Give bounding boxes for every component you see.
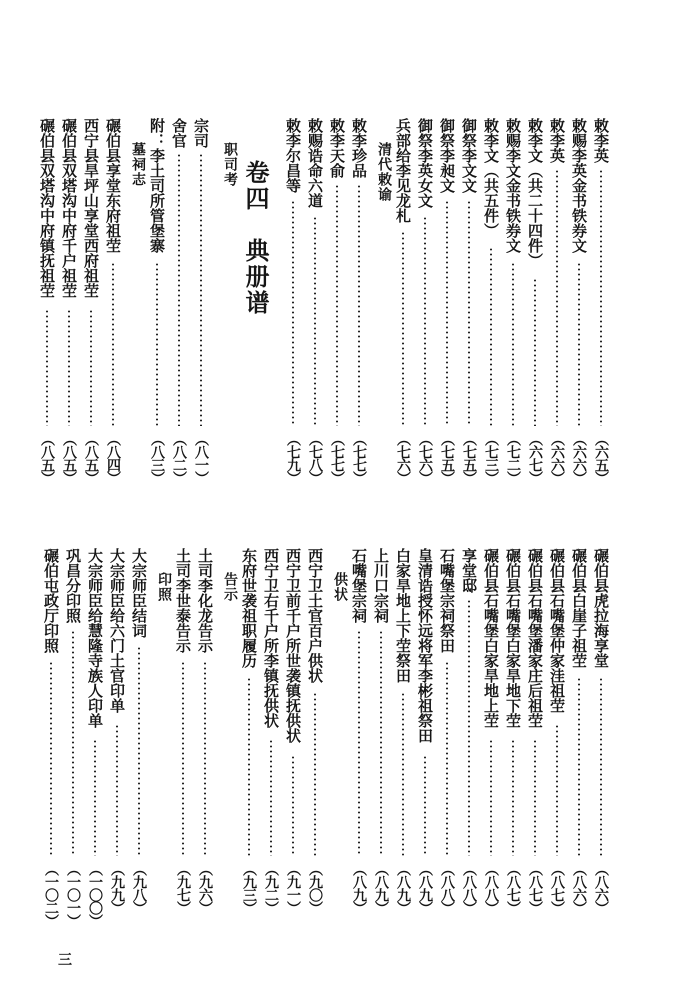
toc-entry-title: 碾伯县享堂东府祖茔 [104,118,122,253]
section-heading: 墓祠志 [130,142,146,187]
toc-entry-title: 碾伯县石嘴堡潘家庄后祖茔 [526,548,544,728]
toc-entry-title: 土司李世泰告示 [174,548,192,653]
page-number: （七六） [417,432,433,484]
toc-entry-title: 敕赐诰命六道 [306,118,324,208]
page-number: （八九） [373,862,389,914]
toc-entry[interactable] [570,548,588,922]
page-number: （七三） [483,432,499,484]
page-number: （八六） [593,862,609,914]
toc-entry-title: 敕李珍品 [350,118,368,178]
page-number: （一〇二） [43,862,59,927]
page-number: （八二） [171,432,187,484]
toc-entry[interactable] [482,118,500,492]
toc-entry[interactable] [460,548,478,922]
page-number: （九八） [131,862,147,914]
toc-entry-title: 上川口宗祠 [372,548,390,623]
page-number: （一〇〇） [87,862,103,927]
page-number: （六六） [571,432,587,484]
leader-dots [270,739,272,856]
leader-dots [292,755,294,856]
leader-dots [292,200,294,426]
toc-entry-title: 碾伯县石嘴堡仲家洼祖茔 [548,548,566,713]
page-number: （八五） [83,432,99,484]
section-heading: 印照 [156,572,172,602]
toc-entry[interactable] [130,548,148,922]
section-heading: 告示 [222,572,238,602]
toc-entry[interactable] [170,118,188,492]
toc-entry-title: 西宁卫前千户所世袭镇抚供状 [284,548,302,743]
toc-entry[interactable] [416,548,434,922]
page-number: （六五） [593,432,609,484]
toc-entry[interactable] [240,548,258,922]
page-number: （八九） [417,862,433,914]
toc-entry-title: 敕李文（共二十四件） [526,118,544,268]
page-number: （七九） [285,432,301,484]
page-number: （七六） [395,432,411,484]
toc-entry-title: 碾伯县双塔沟中府千户祖茔 [60,118,78,298]
toc-entry-title: 西宁卫右千户所李镇抚供状 [262,548,280,728]
leader-dots [182,661,184,856]
toc-entry-title: 石嘴堡宗祠 [350,548,368,623]
leader-dots [556,169,558,426]
leader-dots [178,153,180,426]
toc-entry[interactable] [350,118,368,492]
toc-entry[interactable] [306,548,324,922]
toc-entry-title: 西宁卫土官百户供状 [306,548,324,683]
toc-entry[interactable] [284,118,302,492]
toc-entry-title: 碾伯县白崖子祖茔 [570,548,588,668]
toc-entry-title: 碾伯县石嘴堡白家旱地上茔 [482,548,500,728]
toc-entry[interactable] [570,118,588,492]
toc-entry[interactable] [372,548,390,922]
page-number: （八七） [549,862,565,914]
page-number: （九七） [175,862,191,914]
page-number: （八八） [439,862,455,914]
leader-dots [336,184,338,426]
toc-entry[interactable] [38,118,56,492]
toc-entry[interactable] [192,118,210,492]
leader-dots [490,739,492,856]
leader-dots [600,677,602,856]
toc-entry[interactable] [460,118,478,492]
toc-entry[interactable] [504,548,522,922]
page-number: （七二） [505,432,521,484]
leader-dots [468,200,470,426]
page-number: （九九） [109,862,125,914]
toc-entry-title: 土司李化龙告示 [196,548,214,653]
page-number: （八八） [461,862,477,914]
toc-entry-title: 西宁县旱坪山享堂西府祖茔 [82,118,100,298]
toc-entry[interactable] [592,548,610,922]
toc-entry-title: 敕李尔昌等 [284,118,302,193]
leader-dots [116,724,118,856]
toc-entry[interactable] [328,118,346,492]
leader-dots [200,153,202,426]
page-number: （八七） [505,862,521,914]
toc-entry-title: 御祭李文文 [460,118,478,193]
leader-dots [314,692,316,856]
leader-dots [90,309,92,426]
toc-entry[interactable] [548,548,566,922]
page-number: （七五） [461,432,477,484]
toc-entry[interactable] [42,548,60,927]
toc-entry-title: 白家旱地上下茔祭田 [394,548,412,683]
leader-dots [380,630,382,856]
page-number: （九六） [197,862,213,914]
page-number: （八五） [39,432,55,484]
page-number: （九一） [285,862,301,914]
page-number: （八七） [527,862,543,914]
page-number: （七七） [351,432,367,484]
toc-entry[interactable] [350,548,368,922]
toc-entry[interactable] [504,118,522,492]
toc-entry-title: 御祭李英女文 [416,118,434,208]
leader-dots [314,216,316,426]
toc-entry[interactable] [438,118,456,492]
leader-dots [556,724,558,856]
leader-dots [156,262,158,426]
toc-entry-title: 大宗师臣给慧隆寺族人印单 [86,548,104,728]
leader-dots [402,231,404,426]
leader-dots [358,184,360,426]
leader-dots [512,262,514,426]
toc-entry-title: 碾伯县石嘴堡白家旱地下茔 [504,548,522,728]
toc-entry-title: 巩昌分印照 [64,548,82,623]
leader-dots [204,661,206,856]
leader-dots [46,309,48,426]
leader-dots [490,247,492,426]
section-heading: 清代敕谕 [376,142,392,202]
leader-dots [248,677,250,856]
page-number: （六七） [527,432,543,484]
toc-entry[interactable] [306,118,324,492]
toc-entry[interactable] [104,118,122,492]
leader-dots [534,739,536,856]
leader-dots [138,646,140,856]
toc-entry[interactable] [526,118,544,492]
leader-dots [512,739,514,856]
toc-entry[interactable] [148,118,166,492]
toc-entry-title: 大宗师臣给六门土官印单 [108,548,126,713]
leader-dots [358,630,360,856]
leader-dots [402,692,404,856]
toc-entry-title: 碾伯县双塔沟中府镇抚祖茔 [38,118,56,298]
leader-dots [534,278,536,426]
toc-entry[interactable] [438,548,456,922]
page-number: （九三） [241,862,257,914]
leader-dots [446,200,448,426]
section-heading: 供状 [332,572,348,602]
toc-entry[interactable] [86,548,104,927]
page-number: （八五） [61,432,77,484]
folio-number: 三 [56,952,72,966]
leader-dots [578,677,580,856]
page-number: （八三） [149,432,165,484]
toc-entry-title: 敕李英 [548,118,566,163]
leader-dots [424,755,426,856]
leader-dots [112,262,114,426]
toc-entry[interactable] [174,548,192,922]
toc-entry-title: 宗司 [192,118,210,148]
toc-entry-title: 石嘴堡宗祠祭田 [438,548,456,653]
toc-entry[interactable] [262,548,280,922]
toc-entry-title: 敕李英 [592,118,610,163]
toc-entry-title: 碾伯县虎拉海享堂 [592,548,610,668]
leader-dots [600,169,602,426]
toc-entry[interactable] [108,548,126,922]
page-number: （八六） [571,862,587,914]
toc-entry[interactable] [60,118,78,492]
page-number: （一〇一） [65,862,81,927]
toc-entry-title: 敕李天俞 [328,118,346,178]
page-number: （八八） [483,862,499,914]
toc-entry[interactable] [526,548,544,922]
toc-entry-title: 兵部给李见龙札 [394,118,412,223]
page-number: （九〇） [307,862,323,914]
toc-entry-title: 大宗师臣结词 [130,548,148,638]
page-number: （六六） [549,432,565,484]
page-number: （八四） [105,432,121,484]
toc-entry[interactable] [284,548,302,922]
page-number: （七八） [307,432,323,484]
toc-entry-title: 敕李文（共五件） [482,118,500,238]
leader-dots [94,739,96,856]
toc-entry[interactable] [482,548,500,922]
toc-entry[interactable] [548,118,566,492]
toc-entry-title: 碾伯屯政厅印照 [42,548,60,653]
toc-entry-title: 享堂邸 [460,548,478,593]
page-number: （八九） [395,862,411,914]
leader-dots [446,661,448,856]
toc-entry[interactable] [416,118,434,492]
page-number: （八九） [351,862,367,914]
toc-entry[interactable] [64,548,82,927]
toc-entry[interactable] [592,118,610,492]
leader-dots [50,661,52,856]
toc-entry-title: 敕赐李文金书铁券文 [504,118,522,253]
leader-dots [68,309,70,426]
page-number: （九二） [263,862,279,914]
toc-entry[interactable] [196,548,214,922]
toc-entry-title: 敕赐李英金书铁券文 [570,118,588,253]
page-number: （八一） [193,432,209,484]
toc-entry-title: 舍官 [170,118,188,148]
leader-dots [468,599,470,856]
page-number: （七五） [439,432,455,484]
toc-entry-title: 东府世袭祖职履历 [240,548,258,668]
leader-dots [72,630,74,856]
toc-entry-title: 皇清诰授怀远将军李彬祖祭田 [416,548,434,743]
toc-entry-title: 附：李土司所管堡寨 [148,118,166,253]
toc-entry[interactable] [394,118,412,492]
leader-dots [424,216,426,426]
volume-heading: 卷四 典册谱 [241,160,270,316]
section-heading: 职司考 [222,142,238,187]
leader-dots [578,262,580,426]
page-number: （七七） [329,432,345,484]
toc-entry[interactable] [394,548,412,922]
toc-entry-title: 御祭李昶文 [438,118,456,193]
toc-entry[interactable] [82,118,100,492]
